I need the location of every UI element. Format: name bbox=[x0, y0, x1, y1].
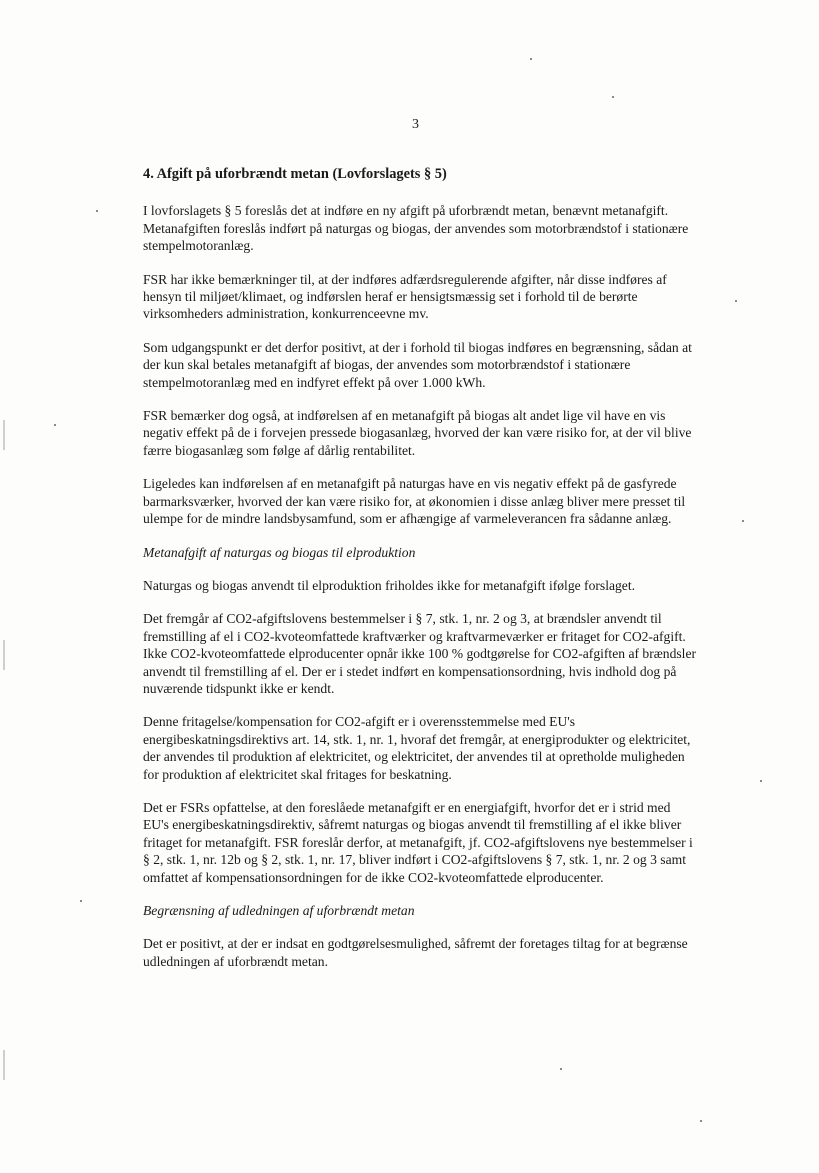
scan-edge-mark bbox=[3, 640, 5, 670]
scan-speck bbox=[735, 300, 737, 302]
paragraph: Denne fritagelse/kompensation for CO2-afgift er i overensstemmelse med EU's energibeskatningsdirektivs art. 14, stk. 1, nr. 1, hvoraf det fremgår, at energiprodukter og elektricitet, der anvendes til produktion af elektricitet, og elektricitet, der anvendes til at opretholde muligheden for produktion af elektricitet skal fritages for beskatning. bbox=[143, 714, 691, 782]
scan-speck bbox=[612, 96, 614, 98]
paragraph: Ligeledes kan indførelsen af en metanafgift på naturgas have en vis negativ effekt på de gasfyrede barmarksværker, hvorved der kan være risiko for, at økonomien i disse anlæg bliver mere presset til ulempe for de mindre landsbysamfund, som er afhængige af varmeleverancen fra sådanne anlæg. bbox=[143, 476, 686, 527]
paragraph: Det er positivt, at der er indsat en godtgørelsesmulighed, såfremt der foretages tiltag for at begrænse udledningen af uforbrændt metan. bbox=[143, 936, 688, 969]
scan-speck bbox=[530, 58, 532, 60]
subsection-heading: Begrænsning af udledningen af uforbrændt metan bbox=[143, 903, 415, 918]
scan-speck bbox=[742, 520, 744, 522]
section-heading: 4. Afgift på uforbrændt metan (Lovforslagets § 5) bbox=[143, 166, 447, 182]
scan-edge-mark bbox=[3, 1050, 5, 1080]
subsection-heading: Metanafgift af naturgas og biogas til elproduktion bbox=[143, 544, 416, 560]
page-number: 3 bbox=[412, 117, 419, 132]
paragraph: Det er FSRs opfattelse, at den foreslåede metanafgift er en energiafgift, hvorfor det er i strid med EU's energibeskatningsdirektiv, såfremt naturgas og biogas anvendt til fremstilling af el ikke bliver fritaget for metanafgift. FSR foreslår derfor, at metanafgift, jf. CO2-afgiftslovens nye bestemmelser i § 2, stk. 1, nr. 12b og § 2, stk. 1, nr. 17, bliver indført i CO2-afgiftslovens § 7, stk. 1, nr. 2 og 3 samt omfattet af kompensationsordningen for de ikke CO2-kvoteomfattede elproducenter. bbox=[143, 799, 693, 885]
paragraph: Naturgas og biogas anvendt til elproduktion friholdes ikke for metanafgift ifølge forslaget. bbox=[143, 577, 636, 593]
paragraph: Det fremgår af CO2-afgiftslovens bestemmelser i § 7, stk. 1, nr. 2 og 3, at brændsler anvendt til fremstilling af el i CO2-kvoteomfattede kraftværker og kraftvarmeværker er fritaget for CO2-afgift. Ikke CO2-kvoteomfattede elproducenter opnår ikke 100 % godtgørelse for CO2-afgiften af brændsler anvendt til fremstilling af el. Der er i stedet indført en kompensationsordning, hvis indhold dog på nuværende tidspunkt ikke er kendt. bbox=[143, 611, 697, 696]
paragraph: I lovforslagets § 5 foreslås det at indføre en ny afgift på uforbrændt metan, benævnt metanafgift. Metanafgiften foreslås indført på naturgas og biogas, der anvendes som motorbrændstof i stationære stempelmotoranlæg. bbox=[143, 203, 689, 254]
scan-speck bbox=[760, 780, 762, 782]
paragraph: FSR har ikke bemærkninger til, at der indføres adfærdsregulerende afgifter, når disse indføres af hensyn til miljøet/klimaet, og indførslen heraf er hensigtsmæssig set i forhold til de berørte virksomheders administration, konkurrenceevne mv. bbox=[143, 271, 667, 322]
scan-speck bbox=[80, 900, 82, 902]
document-body bbox=[143, 166, 699, 986]
paragraph: FSR bemærker dog også, at indførelsen af en metanafgift på biogas alt andet lige vil have en vis negativ effekt på de i forvejen pressede biogasanlæg, hvorved der kan være risiko for, at der vil blive færre biogasanlæg som følge af dårlig rentabilitet. bbox=[143, 408, 692, 458]
scan-speck bbox=[54, 424, 56, 426]
scan-speck bbox=[560, 1068, 562, 1070]
scan-edge-mark bbox=[3, 420, 5, 450]
paragraph: Som udgangspunkt er det derfor positivt, at der i forhold til biogas indføres en begrænsning, sådan at der kun skal betales metanafgift af biogas, der anvendes som motorbrændstof i stationære stempelmotoranlæg med en indfyret effekt på over 1.000 kWh. bbox=[143, 339, 692, 390]
scan-speck bbox=[700, 1120, 702, 1122]
scan-speck bbox=[96, 210, 98, 212]
